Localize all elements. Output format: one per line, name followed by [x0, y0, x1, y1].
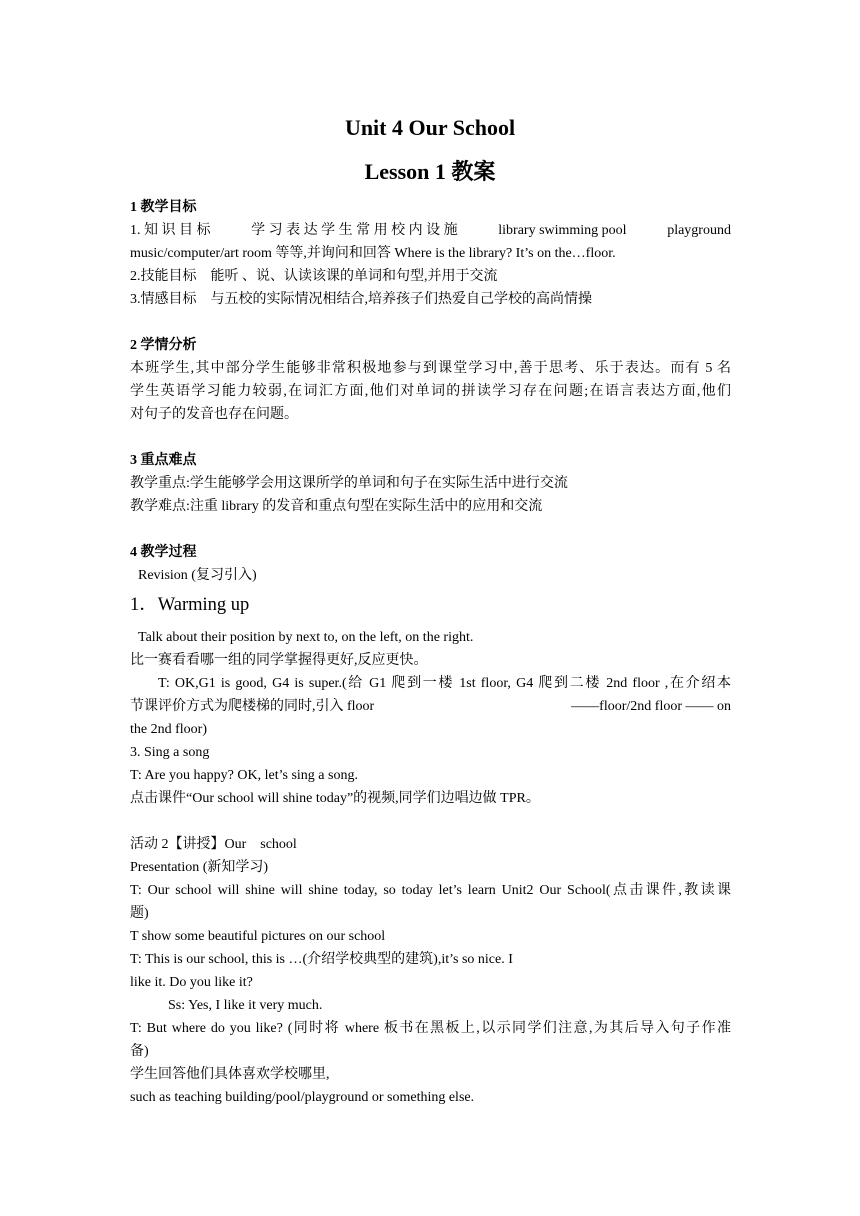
- paragraph-line: T: Are you happy? OK, let’s sing a song.: [130, 768, 358, 783]
- section-heading: 4 教学过程: [130, 545, 197, 560]
- text-fragment: 学 习 表 达 学 生 常 用 校 内 设 施: [251, 223, 458, 238]
- paragraph-line: music/computer/art room 等等,并询问和回答 Where is the library? It’s on the…floor.: [130, 246, 616, 261]
- text-fragment: playground: [667, 223, 731, 238]
- paragraph-line: [130, 695, 731, 718]
- document-title: Unit 4 Our School: [344, 115, 516, 140]
- paragraph-line: 点击课件“Our school will shine today”的视频,同学们边唱边做 TPR。: [130, 791, 540, 806]
- paragraph-line: 备): [130, 1044, 149, 1059]
- paragraph-line: such as teaching building/pool/playground or something else.: [130, 1090, 475, 1105]
- text-fragment: 1. 知 识 目 标: [130, 223, 211, 238]
- document-subtitle: Lesson 1 教案: [364, 159, 496, 184]
- paragraph-line: Ss: Yes, I like it very much.: [168, 998, 323, 1013]
- paragraph-line: 活动 2【讲授】Our school: [130, 837, 297, 852]
- paragraph-line: [130, 219, 731, 242]
- paragraph-line: Presentation (新知学习): [130, 860, 269, 875]
- paragraph-line: Revision (复习引入): [138, 568, 257, 583]
- text-fragment: ——floor/2nd floor —— on: [571, 699, 731, 714]
- paragraph-line: like it. Do you like it?: [130, 975, 253, 990]
- section-heading: 3 重点难点: [130, 453, 197, 468]
- paragraph-line: T show some beautiful pictures on our school: [130, 929, 386, 944]
- subsection-heading: 1．Warming up: [130, 595, 250, 615]
- paragraph-line: 教学难点:注重 library 的发音和重点句型在实际生活中的应用和交流: [130, 499, 543, 514]
- paragraph-line: 学生回答他们具体喜欢学校哪里,: [130, 1067, 330, 1082]
- paragraph-line: 3.情感目标 与五校的实际情况相结合,培养孩子们热爱自己学校的高尚情操: [130, 292, 592, 307]
- paragraph-line: the 2nd floor): [130, 722, 207, 737]
- paragraph-line: 对句子的发音也存在问题。: [130, 407, 298, 422]
- section-heading: 1 教学目标: [130, 200, 197, 215]
- document-body: [130, 196, 731, 1109]
- paragraph-line: 比一赛看看哪一组的同学掌握得更好,反应更快。: [130, 653, 428, 668]
- section-heading: 2 学情分析: [130, 338, 197, 353]
- paragraph-line: T: OK,G1 is good, G4 is super.(给 G1 爬到一楼 1st floor, G4 爬到二楼 2nd floor ,在介绍本: [158, 676, 731, 691]
- paragraph-line: T: But where do you like? (同时将 where 板书在黑板上,以示同学们注意,为其后导入句子作准: [130, 1021, 731, 1036]
- paragraph-line: T: This is our school, this is …(介绍学校典型的建筑),it’s so nice. I: [130, 952, 513, 967]
- paragraph-line: 题): [130, 906, 149, 921]
- paragraph-line: T: Our school will shine will shine today, so today let’s learn Unit2 Our School(点击课件,教读课: [130, 883, 731, 898]
- paragraph-line: 2.技能目标 能听 、说、认读该课的单词和句型,并用于交流: [130, 269, 498, 284]
- text-fragment: library swimming pool: [498, 223, 627, 238]
- paragraph-line: 学生英语学习能力较弱,在词汇方面,他们对单词的拼读学习存在问题;在语言表达方面,他们: [130, 384, 731, 399]
- text-fragment: 节课评价方式为爬楼梯的同时,引入 floor: [130, 699, 375, 714]
- paragraph-line: 教学重点:学生能够学会用这课所学的单词和句子在实际生活中进行交流: [130, 476, 568, 491]
- paragraph-line: Talk about their position by next to, on the left, on the right.: [138, 630, 474, 645]
- paragraph-line: 本班学生,其中部分学生能够非常积极地参与到课堂学习中,善于思考、乐于表达。而有 5 名: [130, 361, 731, 376]
- paragraph-line: 3. Sing a song: [130, 745, 210, 760]
